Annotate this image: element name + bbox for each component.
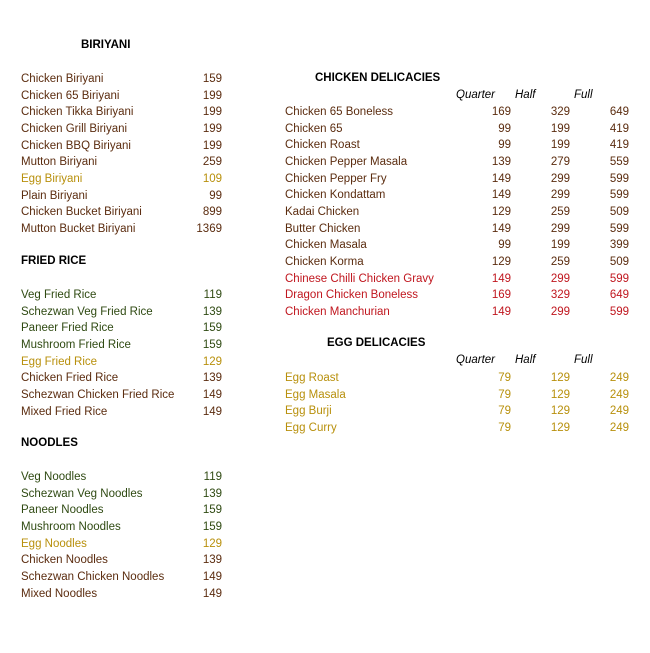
menu-item — [285, 204, 630, 220]
item-name: Chicken Roast — [285, 139, 360, 152]
item-price: 899 — [202, 206, 222, 219]
price-half: 129 — [550, 372, 570, 384]
price-full: 509 — [609, 255, 629, 268]
menu-item — [285, 403, 630, 419]
item-price: 129 — [202, 355, 222, 368]
price-half: 279 — [550, 155, 570, 168]
price-full: 599 — [609, 222, 629, 235]
item-name: Chicken Noodles — [21, 554, 108, 567]
egg-col-full: Full — [574, 354, 593, 366]
noodles-title: NOODLES — [21, 437, 78, 449]
price-full: 599 — [609, 189, 629, 202]
price-quarter: 99 — [498, 239, 511, 252]
item-name: Mixed Noodles — [21, 587, 98, 600]
item-price: 159 — [202, 338, 222, 351]
item-price: 149 — [202, 570, 222, 583]
price-full: 399 — [609, 239, 629, 252]
item-name: Chicken 65 — [285, 122, 343, 135]
item-name: Veg Noodles — [21, 471, 87, 483]
menu-item — [21, 304, 222, 320]
menu-item — [21, 486, 222, 502]
menu-item — [285, 420, 630, 436]
price-half: 129 — [550, 421, 570, 434]
item-name: Kadai Chicken — [285, 205, 360, 218]
price-full: 559 — [609, 155, 629, 168]
item-price: 199 — [202, 122, 222, 135]
item-name: Schezwan Veg Fried Rice — [21, 305, 153, 318]
price-quarter: 79 — [498, 372, 511, 384]
item-name: Egg Noodles — [21, 537, 87, 550]
price-full: 649 — [609, 289, 629, 302]
menu-item — [21, 387, 222, 403]
biriyani-title: BIRIYANI — [81, 39, 131, 51]
item-price: 119 — [203, 471, 222, 483]
item-name: Chicken Pepper Fry — [285, 172, 387, 185]
egg-col-half: Half — [515, 354, 536, 366]
item-name: Paneer Noodles — [21, 504, 104, 517]
price-half: 129 — [550, 388, 570, 401]
menu-item — [21, 519, 222, 535]
price-quarter: 139 — [491, 155, 511, 168]
item-name: Schezwan Chicken Fried Rice — [21, 388, 175, 401]
price-full: 649 — [609, 106, 629, 118]
price-full: 419 — [609, 122, 629, 135]
menu-item — [21, 354, 222, 370]
item-price: 149 — [202, 388, 222, 401]
item-price: 159 — [202, 520, 222, 533]
menu-item — [285, 154, 630, 170]
price-quarter: 129 — [491, 255, 511, 268]
item-name: Chicken 65 Boneless — [285, 106, 394, 118]
price-quarter: 149 — [491, 222, 511, 235]
item-name: Chicken Biriyani — [21, 73, 104, 85]
menu-item — [285, 370, 630, 386]
menu-item — [21, 586, 222, 602]
item-name: Chicken Pepper Masala — [285, 155, 408, 168]
item-name: Egg Burji — [285, 405, 332, 418]
price-quarter: 99 — [498, 122, 511, 135]
price-quarter: 149 — [491, 172, 511, 185]
item-name: Chicken Manchurian — [285, 305, 390, 318]
price-quarter: 79 — [498, 421, 511, 434]
item-price: 119 — [203, 289, 222, 301]
price-full: 249 — [609, 372, 629, 384]
menu-item — [285, 121, 630, 137]
price-half: 299 — [550, 189, 570, 202]
item-price: 109 — [202, 172, 222, 185]
item-price: 259 — [202, 156, 222, 169]
item-price: 199 — [202, 139, 222, 152]
price-half: 199 — [550, 139, 570, 152]
menu-item — [21, 188, 222, 204]
menu-item — [21, 469, 222, 485]
price-quarter: 149 — [491, 189, 511, 202]
price-full: 599 — [609, 272, 629, 285]
menu-item — [21, 104, 222, 120]
price-half: 299 — [550, 172, 570, 185]
item-name: Mushroom Fried Rice — [21, 338, 131, 351]
menu-item — [21, 552, 222, 568]
item-price: 149 — [202, 587, 222, 600]
item-name: Chicken Kondattam — [285, 189, 386, 202]
item-name: Mushroom Noodles — [21, 520, 121, 533]
menu-item — [285, 271, 630, 287]
item-name: Egg Roast — [285, 372, 339, 384]
menu-item — [21, 370, 222, 386]
price-quarter: 79 — [498, 388, 511, 401]
item-name: Egg Biriyani — [21, 172, 83, 185]
egg-col-quarter: Quarter — [456, 354, 495, 366]
menu-item — [285, 287, 630, 303]
item-name: Butter Chicken — [285, 222, 361, 235]
item-name: Paneer Fried Rice — [21, 322, 114, 335]
menu-item — [21, 320, 222, 336]
item-price: 159 — [202, 73, 222, 85]
price-quarter: 79 — [498, 405, 511, 418]
menu-item — [21, 171, 222, 187]
item-price: 149 — [202, 405, 222, 418]
price-quarter: 169 — [491, 106, 511, 118]
price-half: 129 — [550, 405, 570, 418]
menu-item — [21, 204, 222, 220]
price-half: 299 — [550, 305, 570, 318]
price-full: 509 — [609, 205, 629, 218]
menu-item — [285, 387, 630, 403]
menu-item — [21, 121, 222, 137]
price-full: 599 — [609, 305, 629, 318]
menu-item — [285, 254, 630, 270]
egg-delicacies-title: EGG DELICACIES — [327, 337, 426, 349]
menu-item — [21, 88, 222, 104]
price-half: 199 — [550, 239, 570, 252]
item-name: Egg Fried Rice — [21, 355, 98, 368]
price-full: 249 — [609, 388, 629, 401]
item-price: 139 — [202, 372, 222, 385]
menu-item — [285, 221, 630, 237]
item-name: Chicken 65 Biriyani — [21, 89, 120, 102]
item-name: Egg Masala — [285, 388, 346, 401]
item-name: Egg Curry — [285, 421, 337, 434]
item-name: Chicken Tikka Biriyani — [21, 106, 134, 119]
price-half: 329 — [550, 106, 570, 118]
price-quarter: 149 — [491, 272, 511, 285]
item-price: 199 — [202, 106, 222, 119]
price-half: 299 — [550, 272, 570, 285]
price-full: 249 — [609, 421, 629, 434]
chicken-col-full: Full — [574, 89, 593, 101]
item-name: Mutton Bucket Biriyani — [21, 222, 136, 235]
item-name: Chicken Bucket Biriyani — [21, 206, 142, 219]
item-name: Schezwan Veg Noodles — [21, 487, 143, 500]
menu-item — [285, 187, 630, 203]
item-name: Chinese Chilli Chicken Gravy — [285, 272, 434, 285]
price-quarter: 99 — [498, 139, 511, 152]
item-price: 139 — [202, 554, 222, 567]
item-name: Dragon Chicken Boneless — [285, 289, 418, 302]
price-quarter: 129 — [491, 205, 511, 218]
item-name: Schezwan Chicken Noodles — [21, 570, 165, 583]
item-price: 159 — [202, 504, 222, 517]
menu-item — [21, 71, 222, 87]
item-name: Chicken Grill Biriyani — [21, 122, 128, 135]
menu-item — [285, 304, 630, 320]
item-name: Mutton Biriyani — [21, 156, 98, 169]
menu-item — [21, 287, 222, 303]
menu-item — [285, 171, 630, 187]
menu-item — [21, 221, 222, 237]
item-price: 199 — [202, 89, 222, 102]
item-price: 139 — [202, 487, 222, 500]
item-name: Chicken BBQ Biriyani — [21, 139, 131, 152]
menu-item — [21, 138, 222, 154]
price-full: 419 — [609, 139, 629, 152]
price-half: 299 — [550, 222, 570, 235]
item-name: Chicken Korma — [285, 255, 364, 268]
price-full: 249 — [609, 405, 629, 418]
chicken-col-half: Half — [515, 89, 536, 101]
item-name: Mixed Fried Rice — [21, 405, 108, 418]
price-half: 329 — [550, 289, 570, 302]
menu-item — [21, 536, 222, 552]
item-name: Chicken Fried Rice — [21, 372, 119, 385]
menu-item — [285, 104, 630, 120]
chicken-col-quarter: Quarter — [456, 89, 495, 101]
menu-item — [21, 337, 222, 353]
price-half: 259 — [550, 205, 570, 218]
menu-item — [21, 404, 222, 420]
item-name: Veg Fried Rice — [21, 289, 97, 301]
price-half: 199 — [550, 122, 570, 135]
price-quarter: 149 — [491, 305, 511, 318]
item-price: 1369 — [196, 222, 222, 235]
item-name: Chicken Masala — [285, 239, 367, 252]
item-name: Plain Biriyani — [21, 189, 88, 202]
menu-item — [21, 569, 222, 585]
price-full: 599 — [609, 172, 629, 185]
price-quarter: 169 — [491, 289, 511, 302]
menu-item — [21, 502, 222, 518]
item-price: 159 — [202, 322, 222, 335]
item-price: 129 — [202, 537, 222, 550]
item-price: 99 — [209, 189, 222, 202]
menu-item — [285, 237, 630, 253]
menu-item — [285, 137, 630, 153]
price-half: 259 — [550, 255, 570, 268]
fried-rice-title: FRIED RICE — [21, 255, 87, 267]
menu-item — [21, 154, 222, 170]
item-price: 139 — [202, 305, 222, 318]
chicken-delicacies-title: CHICKEN DELICACIES — [315, 72, 441, 84]
